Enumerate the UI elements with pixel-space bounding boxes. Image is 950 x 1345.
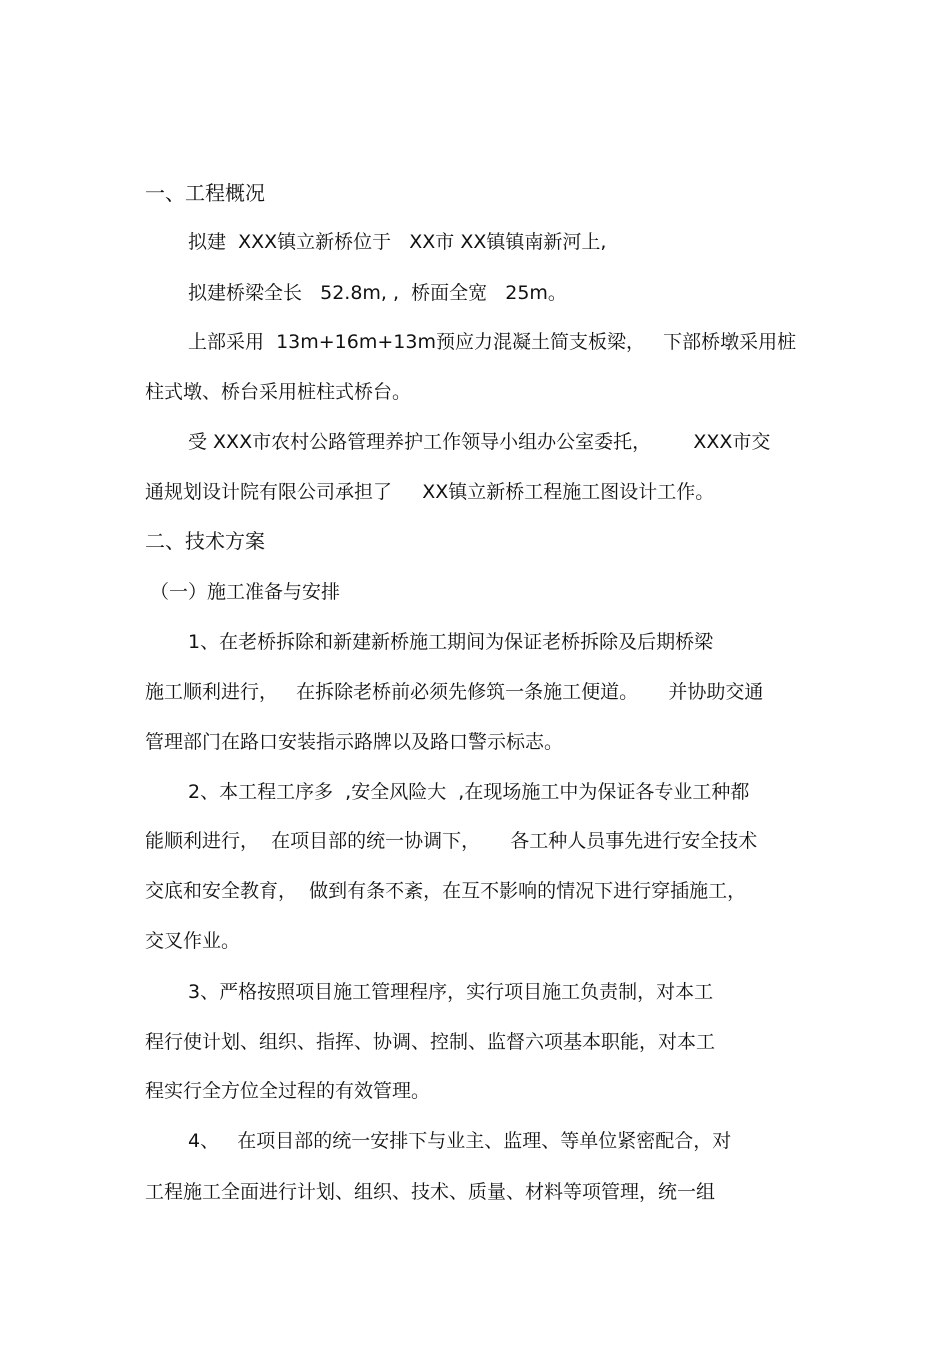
paragraph-line: 交底和安全教育， 做到有条不紊，在互不影响的情况下进行穿插施工，	[145, 880, 747, 902]
paragraph-line: 柱式墩、桥台采用桩柱式桥台。	[145, 381, 412, 403]
section-heading-overview: 一、工程概况	[145, 181, 265, 205]
subsection-heading: （一）施工准备与安排	[150, 581, 341, 603]
paragraph-line: 程行使计划、组织、指挥、协调、控制、监督六项基本职能，对本工	[145, 1031, 716, 1053]
paragraph-line: 工程施工全面进行计划、组织、技术、质量、材料等项管理，统一组	[145, 1181, 716, 1203]
paragraph-line: 1、在老桥拆除和新建新桥施工期间为保证老桥拆除及后期桥梁	[188, 631, 714, 653]
paragraph-line: 拟建桥梁全长 52.8m, , 桥面全宽 25m。	[188, 282, 567, 304]
paragraph-line: 施工顺利进行， 在拆除老桥前必须先修筑一条施工便道。 并协助交通	[145, 681, 764, 703]
paragraph-line: 通规划设计院有限公司承担了 XX镇立新桥工程施工图设计工作。	[145, 481, 715, 503]
paragraph-line: 程实行全方位全过程的有效管理。	[145, 1080, 431, 1102]
paragraph-line: 能顺利进行， 在项目部的统一协调下， 各工种人员事先进行安全技术	[145, 830, 758, 852]
paragraph-line: 管理部门在路口安装指示路牌以及路口警示标志。	[145, 731, 564, 753]
paragraph-line: 交叉作业。	[145, 930, 241, 952]
paragraph-line: 上部采用 13m+16m+13m预应力混凝土简支板梁， 下部桥墩采用桩	[188, 331, 797, 353]
paragraph-line: 3、严格按照项目施工管理程序，实行项目施工负责制，对本工	[188, 981, 714, 1003]
paragraph-line: 拟建 XXX镇立新桥位于 XX市 XX镇镇南新河上,	[188, 231, 607, 253]
section-heading-technical: 二、技术方案	[145, 529, 265, 553]
paragraph-line: 受 XXX市农村公路管理养护工作领导小组办公室委托， XXX市交	[188, 431, 771, 453]
paragraph-line: 2、本工程工序多 ,安全风险大 ,在现场施工中为保证各专业工种都	[188, 781, 750, 803]
paragraph-line: 4、 在项目部的统一安排下与业主、监理、等单位紧密配合，对	[188, 1130, 732, 1152]
